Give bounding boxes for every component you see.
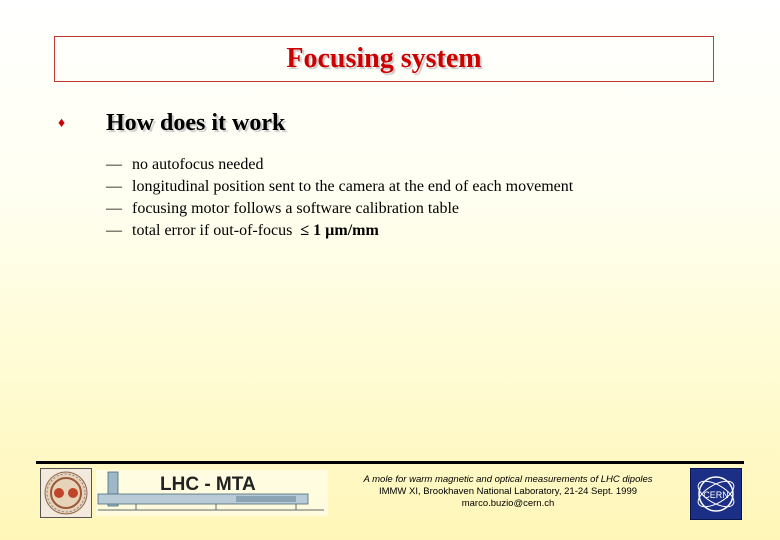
magnet-logo-icon (40, 468, 92, 518)
cern-logo-icon (690, 468, 742, 520)
list-item-text: longitudinal position sent to the camera at the end of each movement (132, 178, 574, 195)
slide-title: Focusing system (286, 43, 482, 74)
section-heading: How does it work (106, 110, 286, 136)
mta-label: LHC - MTA (160, 474, 256, 495)
footer-line-2: IMMW XI, Brookhaven National Laboratory, 21-24 Sept. 1999 (378, 486, 638, 497)
dash-marker: — (106, 156, 122, 173)
dash-marker: — (106, 222, 122, 239)
list-item-text: no autofocus needed (132, 156, 264, 173)
dash-marker: — (106, 178, 122, 195)
list-item-text: total error if out-of-focus (132, 222, 293, 239)
list-item (106, 176, 573, 198)
diamond-bullet-icon: ♦ (58, 115, 66, 131)
footer-line-1: A mole for warm magnetic and optical measurements of LHC dipoles (363, 474, 653, 485)
footer-divider (36, 461, 744, 464)
list-item (106, 154, 573, 176)
main-bullet (58, 110, 285, 137)
list-item (106, 198, 573, 220)
footer-credits (336, 474, 680, 510)
list-item (106, 220, 573, 242)
footer-line-3: marco.buzio@cern.ch (461, 498, 555, 509)
dash-marker: — (106, 200, 122, 217)
list-item-text: focusing motor follows a software calibration table (132, 200, 460, 217)
title-box (54, 36, 714, 82)
svg-text:CERN: CERN (703, 490, 729, 500)
sub-bullet-list (106, 154, 573, 242)
error-value: ≤ 1 µm/mm (300, 222, 379, 239)
